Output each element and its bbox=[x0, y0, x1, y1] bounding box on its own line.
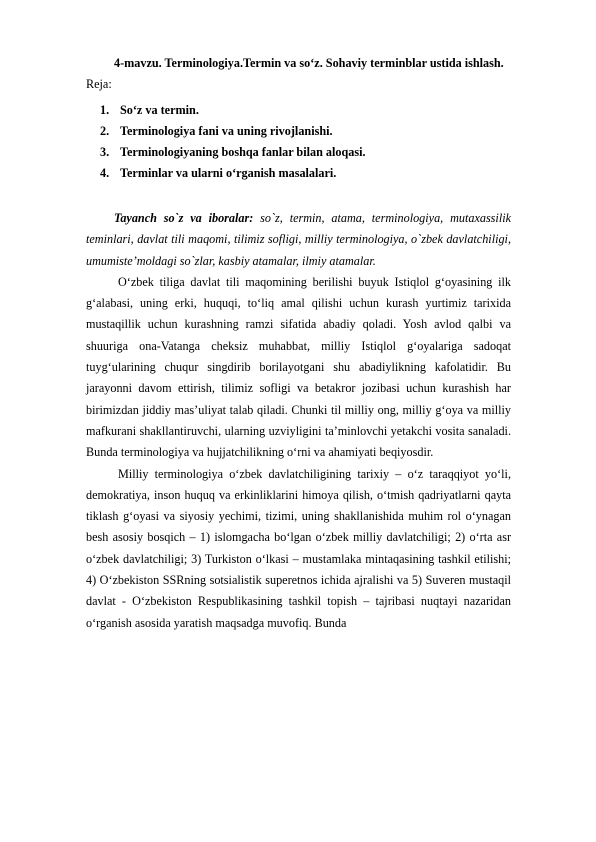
keywords-list: so`z, termin, atama, terminologiya, mutaxassilik teminlari, davlat tili maqomi, tilimiz sofligi, milliy terminologiya, o`zbek davlatchiligi, umumiste’moldagi so`zlar, kasbiy atamalar, ilmiy atamalar. bbox=[86, 211, 511, 268]
plan-item bbox=[86, 163, 511, 184]
plan-item bbox=[86, 100, 511, 121]
plan-item bbox=[86, 121, 511, 142]
plan-label: Reja: bbox=[86, 77, 112, 91]
plan-item-number: 1. bbox=[100, 103, 110, 117]
plan-item-number: 4. bbox=[100, 166, 110, 180]
plan-item-text: Terminologiya fani va uning rivojlanishi. bbox=[120, 124, 333, 138]
plan-item bbox=[86, 142, 511, 163]
keywords-lead: Tayanch so`z va iboralar: bbox=[114, 211, 254, 225]
document-page bbox=[86, 52, 511, 634]
plan-item-number: 2. bbox=[100, 124, 110, 138]
topic-title: 4-mavzu. Terminologiya.Termin va so‘z. Sohaviy terminblar ustida ishlash. bbox=[114, 56, 504, 70]
body-paragraph: O‘zbek tiliga davlat tili maqomining berilishi buyuk Istiqlol g‘oyasining ilk g‘alabasi, uning erki, huquqi, to‘liq amal qilishi uchun kurash yurtimiz tarixida mustaqillik uchun kurashning ramzi sifatida abadiy qoladi. Yosh avlod qalbi va shuuriga ona-Vatanga cheksiz muhabbat, milliy Istiqlol g‘oyalariga sadoqat tuyg‘ularining chuqur singdirib borilayotgani shu abadiylikning kafolatidir. Bu jarayonni davom ettirish, tilimiz sofligi va betakror jozibasi uchun kurashish har birimizdan jiddiy mas’uliyat talab qiladi. Chunki til milliy ong, milliy g‘oya va milliy mafkurani shakllantiruvchi, ularning uzviyligini ta’minlovchi yetakchi vosita sanaladi. Bunda terminologiya va hujjatchilikning o‘rni va ahamiyati beqiyosdir. bbox=[86, 274, 511, 460]
plan-item-number: 3. bbox=[100, 145, 110, 159]
plan-item-text: So‘z va termin. bbox=[120, 103, 199, 117]
plan-item-text: Terminlar va ularni o‘rganish masalalari. bbox=[120, 166, 337, 180]
plan-item-text: Terminologiyaning boshqa fanlar bilan aloqasi. bbox=[120, 145, 366, 159]
body-paragraph: Milliy terminologiya o‘zbek davlatchiligining tarixiy – o‘z taraqqiyot yo‘li, demokratiya, inson huquq va erkinliklarini himoya qilish, o‘tmish qadriyatlarni qayta tiklash g‘oyasi va siyosiy yechimi, tizimi, uning shakllanishida muhim rol o‘ynagan besh asosiy bosqich – 1) islomgacha bo‘lgan o‘zbek milliy davlatchiligi; 2) o‘rta asr o‘zbek davlatchiligi; 3) Turkiston o‘lkasi – mustamlaka mintaqasining tashkil etilishi; 4) O‘zbekiston SSRning sotsialistik superetnos ichida ajralishi va 5) Suveren mustaqil davlat - O‘zbekiston Respublikasining tashkil topish – tajribasi nuqtayi nazaridan o‘rganish asosida yaratish maqsadga muvofiq. Bunda bbox=[86, 466, 511, 630]
keywords-paragraph bbox=[86, 208, 511, 272]
plan-list bbox=[86, 100, 511, 184]
